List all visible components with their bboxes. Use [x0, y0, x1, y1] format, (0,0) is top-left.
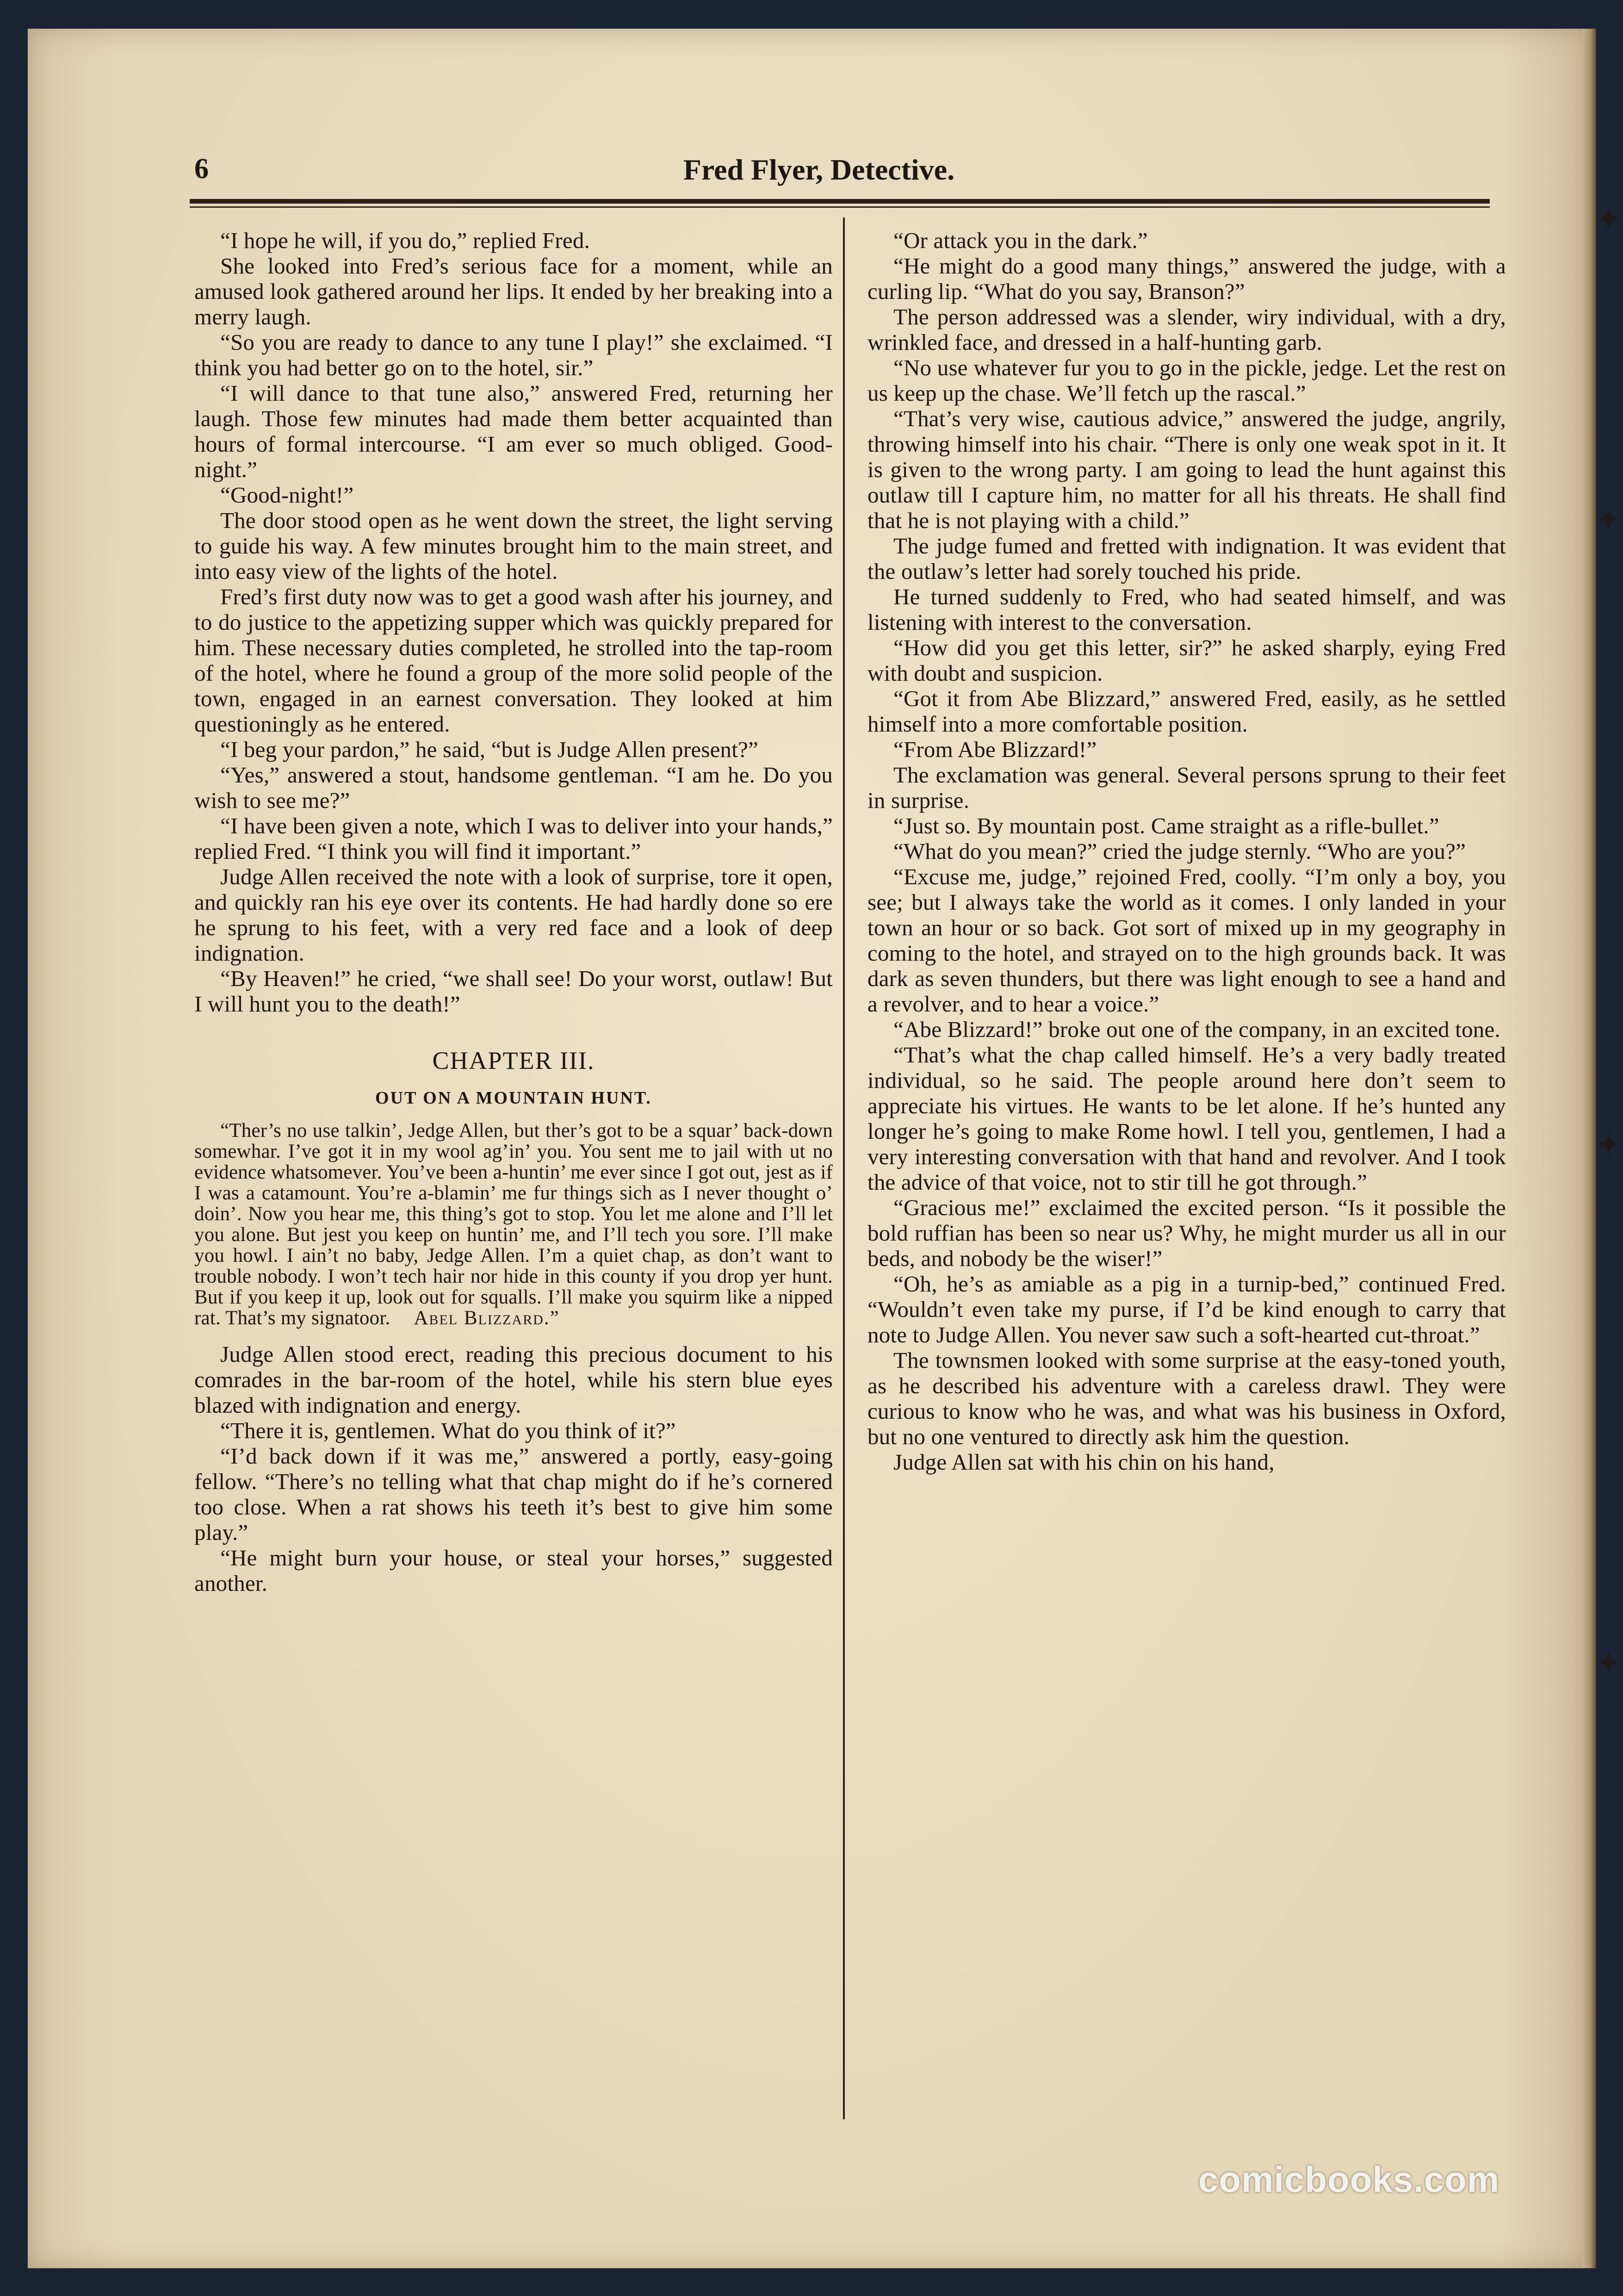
header-rule-thin: [190, 206, 1490, 208]
paragraph: He turned suddenly to Fred, who had seated himself, and was listening with interest to the conversation.: [867, 584, 1506, 635]
paragraph: “There it is, gentlemen. What do you think of it?”: [220, 1418, 676, 1443]
paragraph: “What do you mean?” cried the judge sternly. “Who are you?”: [893, 838, 1466, 864]
running-head: Fred Flyer, Detective.: [683, 153, 955, 186]
paragraph: “I’d back down if it was me,” answered a portly, easy-going fellow. “There’s no telling what that chap might do if he’s cornered too close. When a rat shows his teeth it’s best to give him some play.”: [194, 1443, 833, 1545]
right-paragraphs: [867, 228, 1506, 1475]
paragraph: “I beg your pardon,” he said, “but is Judge Allen present?”: [220, 737, 758, 762]
paragraph: “Or attack you in the dark.”: [893, 228, 1148, 253]
paragraph: “I will dance to that tune also,” answered Fred, returning her laugh. Those few minutes had made them better acquainted than hours of formal intercourse. “I am ever so much obliged. Good-night.”: [194, 380, 833, 482]
page-binding-edge: [1582, 29, 1596, 2268]
paragraph: “Just so. By mountain post. Came straight as a rifle-bullet.”: [893, 813, 1439, 838]
left-paragraphs-before: [194, 228, 833, 1017]
paragraph: “Oh, he’s as amiable as a pig in a turnip-bed,” continued Fred. “Wouldn’t even take my purse, if I’d be kind enough to carry that note to Judge Allen. You never saw such a soft-hearted cut-throat.”: [867, 1271, 1506, 1347]
paragraph: “Good-night!”: [220, 482, 354, 508]
header-rule: [190, 199, 1490, 204]
paragraph: “That’s very wise, cautious advice,” answered the judge, angrily, throwing himself into his chair. “There is only one weak spot in it. It is given to the wrong party. I am going to lead the hunt against this outlaw till I capture him, no matter for all his threats. He shall find that he is not playing with a child.”: [867, 406, 1506, 533]
paragraph: “Yes,” answered a stout, handsome gentleman. “I am he. Do you wish to see me?”: [194, 762, 833, 813]
paragraph: “How did you get this letter, sir?” he asked sharply, eying Fred with doubt and suspicion.: [867, 635, 1506, 686]
paragraph: The door stood open as he went down the street, the light serving to guide his way. A few minutes brought him to the main street, and into easy view of the lights of the hotel.: [194, 508, 833, 584]
paragraph: “No use whatever fur you to go in the pickle, jedge. Let the rest on us keep up the chase. We’ll fetch up the rascal.”: [867, 355, 1506, 406]
chapter-subtitle: OUT ON A MOUNTAIN HUNT.: [375, 1088, 652, 1108]
paragraph: Judge Allen received the note with a look of surprise, tore it open, and quickly ran his eye over its contents. He had hardly done so ere he sprung to his feet, with a very red face and a look of deep indignation.: [194, 864, 833, 966]
paragraph: “Excuse me, judge,” rejoined Fred, coolly. “I’m only a boy, you see; but I always take the world as it comes. I only landed in your town an hour or so back. Got sort of mixed up in my geography in coming to the hotel, and strayed on to the high grounds back. It was dark as seven thunders, but there was light enough to see a hand and a revolver, and to hear a voice.”: [867, 864, 1506, 1017]
paragraph: “He might do a good many things,” answered the judge, with a curling lip. “What do you say, Branson?”: [867, 253, 1506, 304]
paragraph: “So you are ready to dance to any tune I play!” she exclaimed. “I think you had better go on to the hotel, sir.”: [194, 329, 833, 380]
paragraph: “Gracious me!” exclaimed the excited person. “Is it possible the bold ruffian has been so near us? Why, he might murder us all in our beds, and nobody be the wiser!”: [867, 1195, 1506, 1271]
paragraph: “Got it from Abe Blizzard,” answered Fred, easily, as he settled himself into a more comfortable position.: [867, 686, 1506, 737]
watermark-text: comicbooks.com: [1198, 2159, 1500, 2200]
page-header: [194, 153, 1536, 194]
right-column: [867, 228, 1506, 1475]
column-divider: [843, 217, 845, 2119]
paragraph: The exclamation was general. Several persons sprung to their feet in surprise.: [867, 762, 1506, 813]
paragraph: Fred’s first duty now was to get a good wash after his journey, and to do justice to the appetizing supper which was quickly prepared for him. These necessary duties completed, he strolled into the tap-room of the hotel, where he found a group of the more solid people of the town, engaged in an earnest conversation. They looked at him questioningly as he entered.: [194, 584, 833, 737]
binding-staple-icon: [1598, 208, 1619, 229]
letter-signature: Abel Blizzard.”: [414, 1307, 560, 1329]
paragraph: The person addressed was a slender, wiry individual, with a dry, wrinkled face, and dressed in a half-hunting garb.: [867, 304, 1506, 355]
chapter-title: CHAPTER III.: [432, 1047, 595, 1074]
paragraph: Judge Allen sat with his chin on his hand,: [893, 1449, 1275, 1475]
binding-staple-icon: [1598, 1652, 1619, 1672]
paragraph: “By Heaven!” he cried, “we shall see! Do your worst, outlaw! But I will hunt you to the death!”: [194, 966, 833, 1017]
paragraph: “He might burn your house, or steal your horses,” suggested another.: [194, 1545, 833, 1596]
paragraph: Judge Allen stood erect, reading this precious document to his comrades in the bar-room of the hotel, while his stern blue eyes blazed with indignation and energy.: [194, 1341, 833, 1418]
paragraph: The judge fumed and fretted with indignation. It was evident that the outlaw’s letter had sorely touched his pride.: [867, 533, 1506, 584]
paragraph: “That’s what the chap called himself. He’s a very badly treated individual, so he said. The people around here don’t seem to appreciate his virtues. He wants to be let alone. If he’s hunted any longer he’s going to make Rome howl. I tell you, gentlemen, I had a very interesting conversation with that hand and revolver. And I took the advice of that voice, not to stir till he got through.”: [867, 1042, 1506, 1195]
letter-text: “Ther’s no use talkin’, Jedge Allen, but ther’s got to be a squar’ back-down somewhar. I’ve got it in my wool ag’in’ you. You sent me to jail with ut no evidence whatsomever. You’ve been a-huntin’ me ever since I got out, jest as if I was a catamount. You’re a-blamin’ me fur things sich as I never thought o’ doin’. Now you hear me, this thing’s got to stop. You let me alone and I’ll let you alone. But jest you keep on huntin’ me, and I’ll tech you sore. I’ll make you howl. I ain’t no baby, Jedge Allen. I’m a quiet chap, as don’t want to trouble nobody. I won’t tech hair nor hide in this county if you drop yer hunt. But if you keep it up, look out for squalls. I’ll make you squirm like a nipped rat. That’s my signatoor.: [194, 1120, 833, 1329]
paragraph: “From Abe Blizzard!”: [893, 737, 1097, 762]
page-number: 6: [194, 153, 209, 185]
outlaw-letter: [194, 1120, 833, 1328]
binding-staple-icon: [1598, 1134, 1619, 1154]
binding-staple-icon: [1598, 509, 1619, 529]
paragraph: “I hope he will, if you do,” replied Fred.: [220, 228, 590, 253]
paragraph: “I have been given a note, which I was to deliver into your hands,” replied Fred. “I think you will find it important.”: [194, 813, 833, 864]
left-paragraphs-after: [194, 1341, 833, 1596]
left-column: [194, 228, 833, 1596]
paragraph: The townsmen looked with some surprise at the easy-toned youth, as he described his adventure with a careless drawl. They were curious to know who he was, and what was his business in Oxford, but no one ventured to directly ask him the question.: [867, 1347, 1506, 1449]
paragraph: She looked into Fred’s serious face for a moment, while an amused look gathered around her lips. It ended by her breaking into a merry laugh.: [194, 253, 833, 329]
paragraph: “Abe Blizzard!” broke out one of the company, in an excited tone.: [893, 1017, 1500, 1042]
